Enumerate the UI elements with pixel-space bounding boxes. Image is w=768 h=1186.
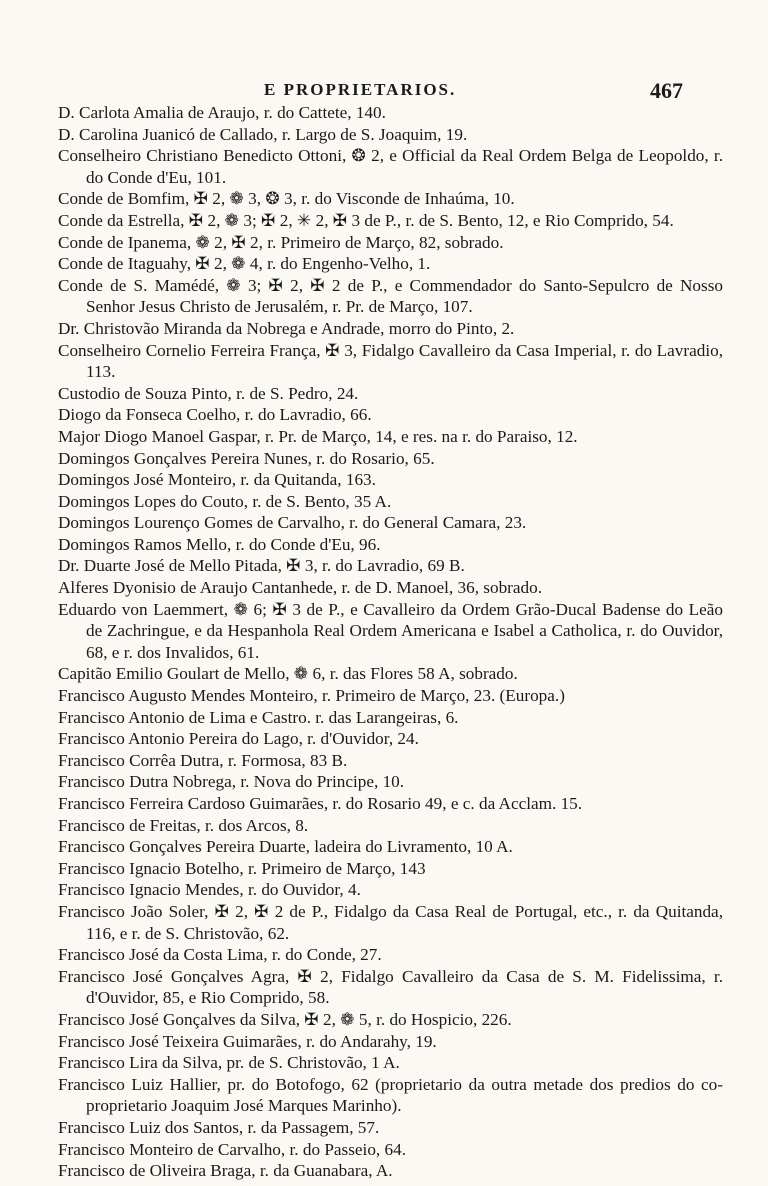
directory-entry: Francisco José Gonçalves Agra, ✠ 2, Fidalgo Cavalleiro da Casa de S. M. Fidelissima, r. d'Ouvidor, 85, e Rio Comprido, 58. (58, 966, 723, 1008)
directory-entry: Dr. Duarte José de Mello Pitada, ✠ 3, r. do Lavradio, 69 B. (58, 556, 465, 576)
directory-entry: Capitão Emilio Goulart de Mello, ❁ 6, r. das Flores 58 A, sobrado. (58, 664, 518, 684)
directory-entry: Conde de Itaguahy, ✠ 2, ❁ 4, r. do Engenho-Velho, 1. (58, 254, 431, 274)
running-head-title: E PROPRIETARIOS. (264, 80, 457, 99)
directory-entry: Conselheiro Cornelio Ferreira França, ✠ 3, Fidalgo Cavalleiro da Casa Imperial, r. do Lavradio, 113. (58, 340, 723, 382)
directory-entry: Francisco Antonio Pereira do Lago, r. d'Ouvidor, 24. (58, 729, 419, 749)
directory-entry: Conde de S. Mamédé, ❁ 3; ✠ 2, ✠ 2 de P., e Commendador do Santo-Sepulcro de Nosso Senhor Jesus Christo de Jerusalém, r. Pr. de Março, 107. (58, 275, 723, 317)
directory-entry: Francisco Corrêa Dutra, r. Formosa, 83 B. (58, 750, 348, 770)
directory-entry: Francisco Luiz dos Santos, r. da Passagem, 57. (58, 1117, 380, 1137)
directory-entry: Domingos Ramos Mello, r. do Conde d'Eu, 96. (58, 534, 381, 554)
directory-entry: Francisco João Soler, ✠ 2, ✠ 2 de P., Fidalgo da Casa Real de Portugal, etc., r. da Quitanda, 116, e r. de S. Christovão, 62. (58, 901, 723, 943)
directory-entry: Conde da Estrella, ✠ 2, ❁ 3; ✠ 2, ✳ 2, ✠ 3 de P., r. de S. Bento, 12, e Rio Comprido, 54. (58, 210, 674, 230)
directory-entry: Domingos Gonçalves Pereira Nunes, r. do Rosario, 65. (58, 448, 435, 468)
directory-entry: Francisco José da Costa Lima, r. do Conde, 27. (58, 945, 382, 965)
directory-entry: Major Diogo Manoel Gaspar, r. Pr. de Março, 14, e res. na r. do Paraiso, 12. (58, 426, 578, 446)
directory-entry: D. Carlota Amalia de Araujo, r. do Cattete, 140. (58, 103, 386, 122)
directory-entry: D. Carolina Juanicó de Callado, r. Largo de S. Joaquim, 19. (58, 124, 468, 144)
directory-entry: Francisco Ignacio Mendes, r. do Ouvidor, 4. (58, 880, 361, 900)
directory-entry: Eduardo von Laemmert, ❁ 6; ✠ 3 de P., e Cavalleiro da Ordem Grão-Ducal Badense do Leão de Zachringue, e da Hespanhola Real Ordem Americana e Isabel a Catholica, r. do Ouvidor, 68, e r. dos Invalidos, 61. (58, 599, 723, 662)
directory-entry: Custodio de Souza Pinto, r. de S. Pedro, 24. (58, 383, 359, 403)
directory-entry: Francisco de Freitas, r. dos Arcos, 8. (58, 815, 309, 835)
directory-entry: Alferes Dyonisio de Araujo Cantanhede, r. de D. Manoel, 36, sobrado. (58, 578, 543, 598)
directory-entry: Francisco Lira da Silva, pr. de S. Christovão, 1 A. (58, 1053, 400, 1073)
directory-entry: Domingos Lopes do Couto, r. de S. Bento, 35 A. (58, 491, 392, 511)
page-number: 467 (650, 78, 683, 103)
directory-entry: Francisco Luiz Hallier, pr. do Botofogo, 62 (proprietario da outra metade dos predios do co-proprietario Joaquim José Marques Marinho). (58, 1074, 723, 1116)
directory-entry-list (58, 102, 723, 1182)
directory-entry: Domingos Lourenço Gomes de Carvalho, r. do General Camara, 23. (58, 513, 527, 533)
directory-entry: Francisco José Gonçalves da Silva, ✠ 2, ❁ 5, r. do Hospicio, 226. (58, 1009, 512, 1029)
directory-entry: Francisco Augusto Mendes Monteiro, r. Primeiro de Março, 23. (Europa.) (58, 686, 565, 706)
directory-entry: Francisco Gonçalves Pereira Duarte, ladeira do Livramento, 10 A. (58, 837, 513, 857)
directory-entry: Francisco Dutra Nobrega, r. Nova do Principe, 10. (58, 772, 405, 792)
directory-entry: Conselheiro Christiano Benedicto Ottoni, ❂ 2, e Official da Real Ordem Belga de Leopoldo, r. do Conde d'Eu, 101. (58, 146, 723, 187)
directory-entry: Francisco José Teixeira Guimarães, r. do Andarahy, 19. (58, 1031, 437, 1051)
directory-entry: Diogo da Fonseca Coelho, r. do Lavradio, 66. (58, 405, 372, 425)
directory-entry: Domingos José Monteiro, r. da Quitanda, 163. (58, 470, 376, 490)
directory-entry: Francisco Antonio de Lima e Castro. r. das Larangeiras, 6. (58, 707, 459, 727)
directory-entry: Francisco Monteiro de Carvalho, r. do Passeio, 64. (58, 1139, 406, 1159)
directory-entry: Francisco Ignacio Botelho, r. Primeiro de Março, 143 (58, 858, 426, 878)
directory-entry: Conde de Bomfim, ✠ 2, ❁ 3, ❂ 3, r. do Visconde de Inhaúma, 10. (58, 189, 515, 209)
directory-entry: Dr. Christovão Miranda da Nobrega e Andrade, morro do Pinto, 2. (58, 318, 515, 338)
directory-entry: Conde de Ipanema, ❁ 2, ✠ 2, r. Primeiro de Março, 82, sobrado. (58, 232, 504, 252)
directory-entry: Francisco Ferreira Cardoso Guimarães, r. do Rosario 49, e c. da Acclam. 15. (58, 794, 583, 813)
directory-entry: Francisco de Oliveira Braga, r. da Guanabara, A. (58, 1161, 393, 1181)
